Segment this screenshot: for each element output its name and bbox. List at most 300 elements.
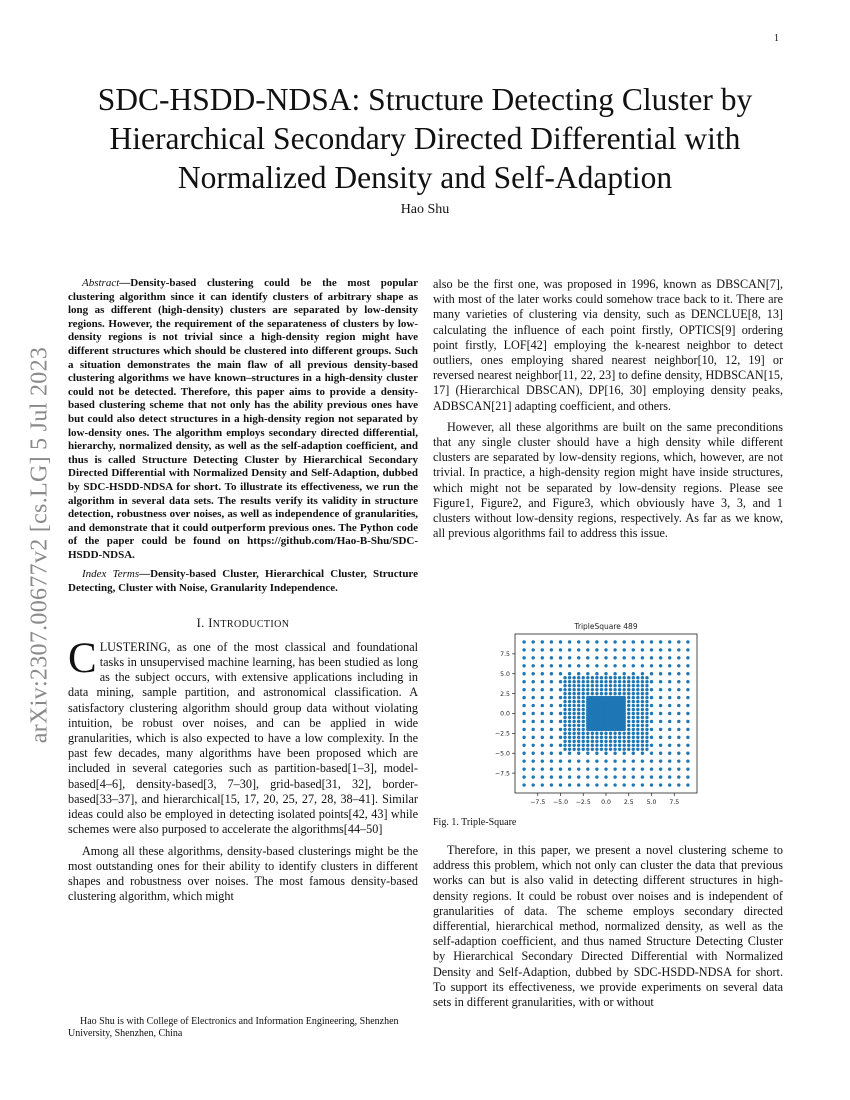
data-point-outer-square bbox=[668, 712, 671, 715]
data-point-outer-square bbox=[613, 640, 616, 643]
data-point-middle-square bbox=[636, 708, 639, 711]
data-point-outer-square bbox=[522, 672, 525, 675]
data-point-outer-square bbox=[659, 760, 662, 763]
data-point-outer-square bbox=[686, 752, 689, 755]
data-point-middle-square bbox=[632, 748, 635, 751]
data-point-outer-square bbox=[632, 760, 635, 763]
data-point-outer-square bbox=[577, 736, 580, 739]
data-point-outer-square bbox=[677, 704, 680, 707]
data-point-middle-square bbox=[568, 684, 571, 687]
data-point-middle-square bbox=[572, 728, 575, 731]
data-point-middle-square bbox=[623, 692, 626, 695]
data-point-outer-square bbox=[613, 783, 616, 786]
data-point-middle-square bbox=[645, 724, 648, 727]
data-point-middle-square bbox=[572, 696, 575, 699]
data-point-outer-square bbox=[522, 648, 525, 651]
data-point-middle-square bbox=[632, 684, 635, 687]
data-point-outer-square bbox=[623, 688, 626, 691]
data-point-middle-square bbox=[623, 676, 626, 679]
data-point-middle-square bbox=[645, 684, 648, 687]
data-point-outer-square bbox=[568, 728, 571, 731]
data-point-outer-square bbox=[641, 696, 644, 699]
data-point-outer-square bbox=[559, 736, 562, 739]
data-point-outer-square bbox=[641, 640, 644, 643]
data-point-outer-square bbox=[641, 712, 644, 715]
data-point-outer-square bbox=[532, 680, 535, 683]
data-point-outer-square bbox=[677, 752, 680, 755]
data-point-middle-square bbox=[604, 748, 607, 751]
data-point-middle-square bbox=[577, 716, 580, 719]
data-point-middle-square bbox=[600, 684, 603, 687]
data-point-outer-square bbox=[650, 720, 653, 723]
data-point-middle-square bbox=[645, 736, 648, 739]
data-point-middle-square bbox=[618, 692, 621, 695]
data-point-middle-square bbox=[577, 748, 580, 751]
data-point-middle-square bbox=[636, 684, 639, 687]
data-point-middle-square bbox=[609, 732, 612, 735]
data-point-outer-square bbox=[568, 720, 571, 723]
data-point-middle-square bbox=[645, 748, 648, 751]
data-point-outer-square bbox=[532, 752, 535, 755]
data-point-outer-square bbox=[641, 680, 644, 683]
data-point-outer-square bbox=[541, 752, 544, 755]
data-point-middle-square bbox=[582, 716, 585, 719]
data-point-outer-square bbox=[559, 664, 562, 667]
data-point-middle-square bbox=[595, 692, 598, 695]
data-point-outer-square bbox=[686, 640, 689, 643]
data-point-middle-square bbox=[632, 676, 635, 679]
section-heading-introduction bbox=[68, 616, 418, 632]
data-point-outer-square bbox=[541, 640, 544, 643]
data-point-outer-square bbox=[550, 656, 553, 659]
data-point-outer-square bbox=[568, 775, 571, 778]
data-point-outer-square bbox=[559, 680, 562, 683]
data-point-outer-square bbox=[677, 640, 680, 643]
data-point-outer-square bbox=[541, 775, 544, 778]
data-point-outer-square bbox=[595, 752, 598, 755]
figure-1 bbox=[433, 617, 783, 822]
data-point-outer-square bbox=[532, 760, 535, 763]
data-point-middle-square bbox=[636, 740, 639, 743]
data-point-middle-square bbox=[563, 748, 566, 751]
data-point-outer-square bbox=[650, 744, 653, 747]
data-point-middle-square bbox=[641, 676, 644, 679]
data-point-middle-square bbox=[577, 684, 580, 687]
data-point-middle-square bbox=[618, 684, 621, 687]
data-point-outer-square bbox=[668, 696, 671, 699]
data-point-outer-square bbox=[532, 672, 535, 675]
data-point-inner-square bbox=[623, 710, 626, 713]
data-point-middle-square bbox=[582, 696, 585, 699]
data-point-middle-square bbox=[613, 732, 616, 735]
data-point-outer-square bbox=[650, 783, 653, 786]
data-point-middle-square bbox=[586, 684, 589, 687]
data-point-middle-square bbox=[636, 744, 639, 747]
data-point-middle-square bbox=[582, 748, 585, 751]
data-point-outer-square bbox=[686, 680, 689, 683]
data-point-inner-square bbox=[623, 714, 626, 717]
data-point-outer-square bbox=[677, 736, 680, 739]
data-point-outer-square bbox=[541, 720, 544, 723]
data-point-middle-square bbox=[572, 684, 575, 687]
data-point-outer-square bbox=[532, 704, 535, 707]
data-point-outer-square bbox=[541, 728, 544, 731]
intro-paragraph-however: However, all these algorithms are built on the same preconditions that any single cluster should have a high density while different clusters are separated by low-density regions, which, however, are not trivial. In practice, a high-density region might have inside structures, which might not be separated by low-density regions. Please see Figure1, Figure2, and Figure3, which obviously have 3, 3, and 1 clusters without low-density regions, respectively. As far as we know, all previous algorithms fail to address this issue. bbox=[433, 419, 783, 541]
data-point-outer-square bbox=[586, 648, 589, 651]
data-point-outer-square bbox=[641, 656, 644, 659]
data-point-outer-square bbox=[668, 648, 671, 651]
data-point-outer-square bbox=[668, 760, 671, 763]
data-point-middle-square bbox=[627, 728, 630, 731]
data-point-outer-square bbox=[595, 680, 598, 683]
data-point-outer-square bbox=[541, 783, 544, 786]
data-point-outer-square bbox=[577, 696, 580, 699]
data-point-middle-square bbox=[613, 748, 616, 751]
data-points bbox=[522, 640, 689, 787]
data-point-middle-square bbox=[595, 676, 598, 679]
data-point-outer-square bbox=[577, 744, 580, 747]
data-point-outer-square bbox=[559, 672, 562, 675]
data-point-outer-square bbox=[686, 696, 689, 699]
data-point-middle-square bbox=[645, 744, 648, 747]
data-point-outer-square bbox=[595, 736, 598, 739]
data-point-middle-square bbox=[632, 708, 635, 711]
data-point-outer-square bbox=[586, 672, 589, 675]
data-point-middle-square bbox=[623, 740, 626, 743]
x-tick-label: 5.0 bbox=[646, 799, 657, 806]
data-point-middle-square bbox=[563, 684, 566, 687]
data-point-outer-square bbox=[577, 720, 580, 723]
data-point-middle-square bbox=[591, 680, 594, 683]
data-point-middle-square bbox=[582, 744, 585, 747]
data-point-outer-square bbox=[559, 720, 562, 723]
data-point-middle-square bbox=[563, 732, 566, 735]
x-tick-label: −5.0 bbox=[552, 799, 569, 806]
data-point-middle-square bbox=[609, 692, 612, 695]
data-point-outer-square bbox=[677, 720, 680, 723]
data-point-outer-square bbox=[586, 783, 589, 786]
data-point-middle-square bbox=[604, 676, 607, 679]
data-point-outer-square bbox=[577, 767, 580, 770]
data-point-outer-square bbox=[532, 640, 535, 643]
data-point-middle-square bbox=[618, 740, 621, 743]
data-point-outer-square bbox=[632, 696, 635, 699]
data-point-outer-square bbox=[568, 712, 571, 715]
data-point-outer-square bbox=[677, 688, 680, 691]
data-point-outer-square bbox=[568, 664, 571, 667]
data-point-outer-square bbox=[623, 672, 626, 675]
data-point-middle-square bbox=[609, 680, 612, 683]
data-point-outer-square bbox=[577, 760, 580, 763]
data-point-outer-square bbox=[522, 664, 525, 667]
data-point-outer-square bbox=[532, 720, 535, 723]
data-point-outer-square bbox=[541, 767, 544, 770]
data-point-middle-square bbox=[627, 680, 630, 683]
data-point-middle-square bbox=[645, 696, 648, 699]
data-point-outer-square bbox=[613, 680, 616, 683]
data-point-middle-square bbox=[572, 676, 575, 679]
x-tick-label: 2.5 bbox=[623, 799, 634, 806]
data-point-outer-square bbox=[568, 783, 571, 786]
data-point-outer-square bbox=[522, 760, 525, 763]
data-point-middle-square bbox=[572, 748, 575, 751]
data-point-outer-square bbox=[641, 767, 644, 770]
data-point-outer-square bbox=[650, 680, 653, 683]
data-point-outer-square bbox=[559, 640, 562, 643]
data-point-outer-square bbox=[550, 704, 553, 707]
data-point-middle-square bbox=[632, 740, 635, 743]
data-point-outer-square bbox=[632, 664, 635, 667]
data-point-outer-square bbox=[632, 640, 635, 643]
data-point-middle-square bbox=[582, 704, 585, 707]
left-column bbox=[68, 277, 418, 1072]
data-point-middle-square bbox=[609, 740, 612, 743]
data-point-outer-square bbox=[559, 704, 562, 707]
data-point-outer-square bbox=[632, 712, 635, 715]
data-point-middle-square bbox=[568, 676, 571, 679]
arxiv-identifier: arXiv:2307.00677v2 [cs.LG] 5 Jul 2023 bbox=[26, 346, 53, 744]
data-point-outer-square bbox=[522, 752, 525, 755]
data-point-outer-square bbox=[632, 648, 635, 651]
data-point-middle-square bbox=[636, 680, 639, 683]
data-point-middle-square bbox=[627, 696, 630, 699]
scatter-plot bbox=[433, 617, 783, 817]
data-point-outer-square bbox=[568, 688, 571, 691]
data-point-middle-square bbox=[636, 720, 639, 723]
dropcap: C bbox=[68, 634, 97, 682]
data-point-middle-square bbox=[609, 748, 612, 751]
data-point-outer-square bbox=[650, 656, 653, 659]
data-point-middle-square bbox=[600, 748, 603, 751]
data-point-outer-square bbox=[604, 736, 607, 739]
data-point-middle-square bbox=[563, 728, 566, 731]
data-point-outer-square bbox=[659, 704, 662, 707]
paper-title: SDC-HSDD-NDSA: Structure Detecting Cluster by Hierarchical Secondary Directed Differential with Normalized Density and Self-Adaption bbox=[97, 82, 753, 195]
data-point-middle-square bbox=[627, 704, 630, 707]
data-point-middle-square bbox=[600, 688, 603, 691]
data-point-middle-square bbox=[641, 748, 644, 751]
data-point-outer-square bbox=[677, 672, 680, 675]
data-point-outer-square bbox=[686, 688, 689, 691]
figure-caption: Fig. 1. Triple-Square bbox=[433, 817, 517, 828]
data-point-middle-square bbox=[572, 688, 575, 691]
data-point-middle-square bbox=[572, 724, 575, 727]
data-point-middle-square bbox=[563, 704, 566, 707]
data-point-middle-square bbox=[577, 676, 580, 679]
data-point-outer-square bbox=[541, 672, 544, 675]
data-point-outer-square bbox=[641, 728, 644, 731]
data-point-outer-square bbox=[650, 672, 653, 675]
data-point-outer-square bbox=[668, 672, 671, 675]
data-point-outer-square bbox=[604, 688, 607, 691]
data-point-outer-square bbox=[568, 760, 571, 763]
y-tick-label: 0.0 bbox=[500, 710, 510, 718]
data-point-outer-square bbox=[595, 656, 598, 659]
data-point-middle-square bbox=[595, 748, 598, 751]
data-point-outer-square bbox=[668, 767, 671, 770]
data-point-middle-square bbox=[623, 684, 626, 687]
data-point-outer-square bbox=[586, 736, 589, 739]
data-point-outer-square bbox=[613, 744, 616, 747]
data-point-inner-square bbox=[623, 706, 626, 709]
data-point-outer-square bbox=[604, 648, 607, 651]
data-point-middle-square bbox=[618, 736, 621, 739]
right-column bbox=[433, 277, 783, 1072]
data-point-outer-square bbox=[650, 767, 653, 770]
data-point-outer-square bbox=[613, 648, 616, 651]
data-point-outer-square bbox=[586, 640, 589, 643]
data-point-outer-square bbox=[632, 656, 635, 659]
data-point-middle-square bbox=[582, 692, 585, 695]
data-point-middle-square bbox=[627, 736, 630, 739]
data-point-outer-square bbox=[686, 704, 689, 707]
data-point-outer-square bbox=[686, 775, 689, 778]
data-point-outer-square bbox=[686, 783, 689, 786]
data-point-outer-square bbox=[641, 760, 644, 763]
data-point-middle-square bbox=[586, 740, 589, 743]
data-point-outer-square bbox=[550, 696, 553, 699]
data-point-middle-square bbox=[591, 744, 594, 747]
abstract bbox=[68, 277, 418, 562]
data-point-outer-square bbox=[532, 783, 535, 786]
data-point-middle-square bbox=[641, 740, 644, 743]
data-point-middle-square bbox=[582, 676, 585, 679]
data-point-outer-square bbox=[623, 736, 626, 739]
data-point-middle-square bbox=[563, 724, 566, 727]
data-point-outer-square bbox=[650, 696, 653, 699]
data-point-middle-square bbox=[577, 732, 580, 735]
data-point-middle-square bbox=[613, 684, 616, 687]
data-point-middle-square bbox=[645, 740, 648, 743]
data-point-outer-square bbox=[541, 664, 544, 667]
data-point-middle-square bbox=[577, 700, 580, 703]
data-point-middle-square bbox=[600, 740, 603, 743]
data-point-middle-square bbox=[582, 684, 585, 687]
data-point-outer-square bbox=[550, 680, 553, 683]
abstract-label: Abstract bbox=[82, 277, 120, 289]
intro-paragraph-therefore: Therefore, in this paper, we present a novel clustering scheme to address this problem, which not only can cluster the data that previous works can but is also valid in detecting different structures in high-density regions. It could be robust over noises and is independent of granularities of data. The scheme employs secondary directed differential, hierarchical method, normalized density, as well as the self-adaption coefficient, and thus named Structure Detecting Cluster by Hierarchical Secondary Directed Differential with Normalized Density and Self-Adaption, dubbed by SDC-HSDD-NDSA for short. To support its effectiveness, we provide experiments on several data sets in different granularities, with or without bbox=[433, 843, 783, 1010]
data-point-middle-square bbox=[645, 728, 648, 731]
data-point-outer-square bbox=[577, 648, 580, 651]
data-point-outer-square bbox=[577, 680, 580, 683]
data-point-middle-square bbox=[582, 724, 585, 727]
data-point-middle-square bbox=[577, 724, 580, 727]
data-point-outer-square bbox=[541, 704, 544, 707]
data-point-outer-square bbox=[641, 672, 644, 675]
data-point-middle-square bbox=[572, 744, 575, 747]
data-point-middle-square bbox=[641, 724, 644, 727]
data-point-outer-square bbox=[595, 688, 598, 691]
data-point-outer-square bbox=[613, 752, 616, 755]
data-point-outer-square bbox=[659, 783, 662, 786]
data-point-outer-square bbox=[613, 736, 616, 739]
data-point-outer-square bbox=[586, 752, 589, 755]
data-point-outer-square bbox=[577, 664, 580, 667]
data-point-middle-square bbox=[609, 744, 612, 747]
data-point-outer-square bbox=[659, 648, 662, 651]
data-point-middle-square bbox=[636, 700, 639, 703]
data-point-outer-square bbox=[532, 648, 535, 651]
data-point-outer-square bbox=[659, 640, 662, 643]
data-point-middle-square bbox=[600, 732, 603, 735]
data-point-outer-square bbox=[595, 775, 598, 778]
data-point-middle-square bbox=[627, 744, 630, 747]
data-point-outer-square bbox=[604, 752, 607, 755]
abstract-text: —Density-based clustering could be the most popular clustering algorithm since it can identify clusters of arbitrary shape as long as different (high-density) clusters are separated by low-density regions. However, the requirement of the separateness of clusters by low-density regions is not trivial since a high-density region might have different structures which should be clustered into different groups. Such a situation demonstrates the main flaw of all previous density-based clustering algorithms we have known–structures in a high-density cluster could not be detected. Therefore, this paper aims to provide a density-based clustering scheme that not only has the ability previous ones have but could also detect structures in a high-density region not separated by low-density ones. The algorithm employs secondary directed differential, hierarchy, normalized density, as well as the self-adaption coefficient, and thus is called Structure Detecting Cluster by Hierarchical Secondary Directed Differential with Normalized Density and Self-Adaption, dubbed by SDC-HSDD-NDSA for short. To illustrate its effectiveness, we run the algorithm in several data sets. The results verify its validity in structure detection, robustness over noises, as well as independence of granularities, and demonstrate that it could outperform previous ones. The Python code of the paper could be found on https://github.com/Hao-B-Shu/SDC-HSDD-NDSA. bbox=[68, 277, 418, 561]
data-point-outer-square bbox=[559, 775, 562, 778]
x-tick-label: −2.5 bbox=[575, 799, 591, 806]
data-point-middle-square bbox=[563, 692, 566, 695]
data-point-middle-square bbox=[582, 712, 585, 715]
data-point-outer-square bbox=[586, 688, 589, 691]
data-point-outer-square bbox=[623, 664, 626, 667]
data-point-middle-square bbox=[582, 740, 585, 743]
data-point-outer-square bbox=[659, 752, 662, 755]
data-point-outer-square bbox=[559, 712, 562, 715]
data-point-outer-square bbox=[632, 704, 635, 707]
data-point-outer-square bbox=[623, 680, 626, 683]
data-point-outer-square bbox=[677, 696, 680, 699]
data-point-outer-square bbox=[568, 680, 571, 683]
data-point-outer-square bbox=[623, 767, 626, 770]
data-point-middle-square bbox=[636, 728, 639, 731]
data-point-outer-square bbox=[613, 775, 616, 778]
data-point-outer-square bbox=[559, 767, 562, 770]
data-point-middle-square bbox=[627, 684, 630, 687]
data-point-outer-square bbox=[668, 664, 671, 667]
data-point-outer-square bbox=[668, 688, 671, 691]
data-point-outer-square bbox=[686, 672, 689, 675]
data-point-outer-square bbox=[677, 775, 680, 778]
data-point-outer-square bbox=[659, 664, 662, 667]
data-point-outer-square bbox=[623, 648, 626, 651]
data-point-outer-square bbox=[559, 783, 562, 786]
data-point-outer-square bbox=[659, 680, 662, 683]
data-point-outer-square bbox=[559, 696, 562, 699]
data-point-outer-square bbox=[613, 760, 616, 763]
data-point-outer-square bbox=[613, 664, 616, 667]
data-point-outer-square bbox=[577, 704, 580, 707]
data-point-outer-square bbox=[559, 744, 562, 747]
data-point-outer-square bbox=[677, 728, 680, 731]
data-point-outer-square bbox=[568, 696, 571, 699]
data-point-outer-square bbox=[668, 775, 671, 778]
data-point-outer-square bbox=[559, 656, 562, 659]
intro-paragraph-2: Among all these algorithms, density-based clusterings might be the most outstanding ones for their ability to identify clusters in different shapes and robustness over noises. The most famous density-based clustering algorithm, which might bbox=[68, 843, 418, 904]
data-point-outer-square bbox=[522, 640, 525, 643]
data-point-outer-square bbox=[686, 767, 689, 770]
data-point-middle-square bbox=[582, 708, 585, 711]
data-point-outer-square bbox=[577, 688, 580, 691]
data-point-middle-square bbox=[632, 732, 635, 735]
data-point-outer-square bbox=[659, 767, 662, 770]
y-tick-label: 2.5 bbox=[500, 690, 510, 698]
data-point-outer-square bbox=[568, 736, 571, 739]
data-point-middle-square bbox=[636, 712, 639, 715]
data-point-middle-square bbox=[636, 688, 639, 691]
data-point-middle-square bbox=[636, 748, 639, 751]
intro-lead-word: LUSTERING bbox=[99, 639, 168, 654]
data-point-outer-square bbox=[677, 767, 680, 770]
data-point-middle-square bbox=[618, 744, 621, 747]
data-point-middle-square bbox=[582, 688, 585, 691]
data-point-middle-square bbox=[586, 732, 589, 735]
data-point-outer-square bbox=[677, 783, 680, 786]
data-point-outer-square bbox=[686, 744, 689, 747]
data-point-middle-square bbox=[600, 680, 603, 683]
data-point-middle-square bbox=[641, 692, 644, 695]
data-point-outer-square bbox=[686, 712, 689, 715]
